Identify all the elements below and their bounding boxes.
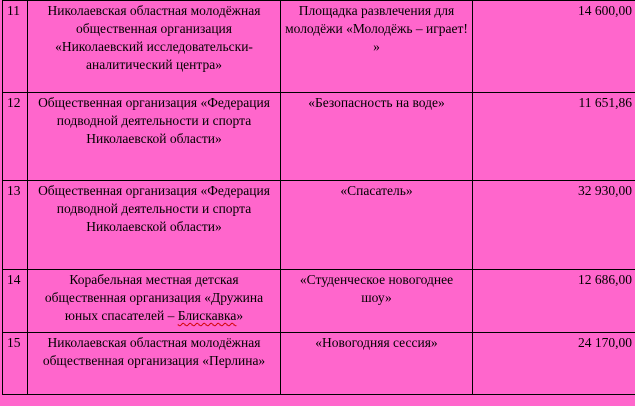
amount-cell: 11 651,86 xyxy=(473,93,635,181)
amount-cell: 24 170,00 xyxy=(473,333,635,395)
row-number: 13 xyxy=(3,181,28,270)
amount-cell: 14 600,00 xyxy=(473,1,635,93)
project-cell: «Студенческое новогоднее шоу» xyxy=(281,270,473,333)
amount-cell: 12 686,00 xyxy=(473,270,635,333)
table-row xyxy=(3,333,635,395)
grants-table xyxy=(2,0,635,395)
table-row xyxy=(3,93,635,181)
row-number: 15 xyxy=(3,333,28,395)
row-number: 12 xyxy=(3,93,28,181)
organization-cell xyxy=(28,270,281,333)
project-cell: Площадка развлечения для молодёжи «Молодёжь – играет! » xyxy=(281,1,473,93)
project-cell: «Безопасность на воде» xyxy=(281,93,473,181)
table-row xyxy=(3,1,635,93)
row-number: 14 xyxy=(3,270,28,333)
table-row xyxy=(3,181,635,270)
organization-cell: Общественная организация «Федерация подводной деятельности и спорта Николаевской области» xyxy=(28,181,281,270)
project-cell: «Спасатель» xyxy=(281,181,473,270)
row-number: 11 xyxy=(3,1,28,93)
table-row xyxy=(3,270,635,333)
organization-text-end: » xyxy=(236,308,244,323)
amount-cell: 32 930,00 xyxy=(473,181,635,270)
project-cell: «Новогодняя сессия» xyxy=(281,333,473,395)
organization-cell: Николаевская областная молодёжная общественная организация «Николаевский исследовательски-аналитический центра» xyxy=(28,1,281,93)
organization-cell: Общественная организация «Федерация подводной деятельности и спорта Николаевской области» xyxy=(28,93,281,181)
organization-text: Корабельная местная детская общественная организация «Дружина юных спасателей – xyxy=(44,272,264,323)
organization-cell: Николаевская областная молодёжная общественная организация «Перлина» xyxy=(28,333,281,395)
spellcheck-flagged-word: Блискавка xyxy=(177,308,237,323)
